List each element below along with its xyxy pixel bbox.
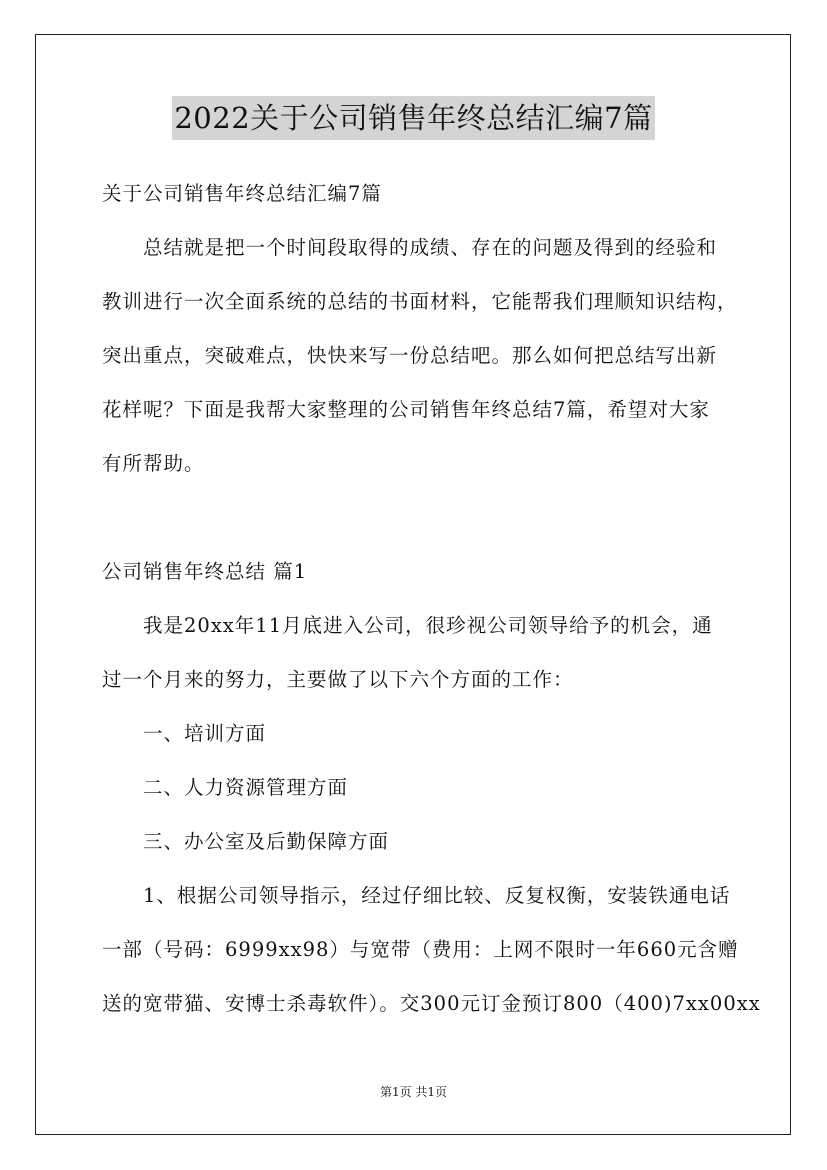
- section-line-4: 二、人力资源管理方面: [143, 776, 349, 799]
- document-subtitle: 关于公司销售年终总结汇编7篇: [102, 182, 382, 205]
- document-title: 2022关于公司销售年终总结汇编7篇: [172, 96, 654, 140]
- section-line-6: 1、根据公司领导指示，经过仔细比较、反复权衡，安装铁通电话: [143, 884, 731, 907]
- section-line-7: 一部（号码：6999xx98）与宽带（费用：上网不限时一年660元含赠: [102, 938, 739, 961]
- intro-line-4: 花样呢？下面是我帮大家整理的公司销售年终总结7篇，希望对大家: [102, 398, 710, 421]
- section-line-2: 过一个月来的努力，主要做了以下六个方面的工作：: [102, 668, 574, 691]
- section-line-8: 送的宽带猫、安博士杀毒软件）。交300元订金预订800（400)7xx00xx: [102, 992, 761, 1015]
- intro-line-1: 总结就是把一个时间段取得的成绩、存在的问题及得到的经验和: [143, 236, 718, 259]
- page-footer: 第1页 共1页: [379, 1085, 448, 1099]
- intro-line-5: 有所帮助。: [102, 452, 205, 475]
- section-line-1: 我是20xx年11月底进入公司，很珍视公司领导给予的机会，通: [143, 614, 713, 637]
- title-container: [0, 96, 827, 140]
- intro-line-3: 突出重点，突破难点，快快来写一份总结吧。那么如何把总结写出新: [102, 344, 718, 367]
- section-line-3: 一、培训方面: [143, 722, 267, 745]
- section-line-5: 三、办公室及后勤保障方面: [143, 830, 390, 853]
- intro-line-2: 教训进行一次全面系统的总结的书面材料，它能帮我们理顺知识结构，: [102, 290, 738, 313]
- section-heading: 公司销售年终总结 篇1: [102, 560, 308, 583]
